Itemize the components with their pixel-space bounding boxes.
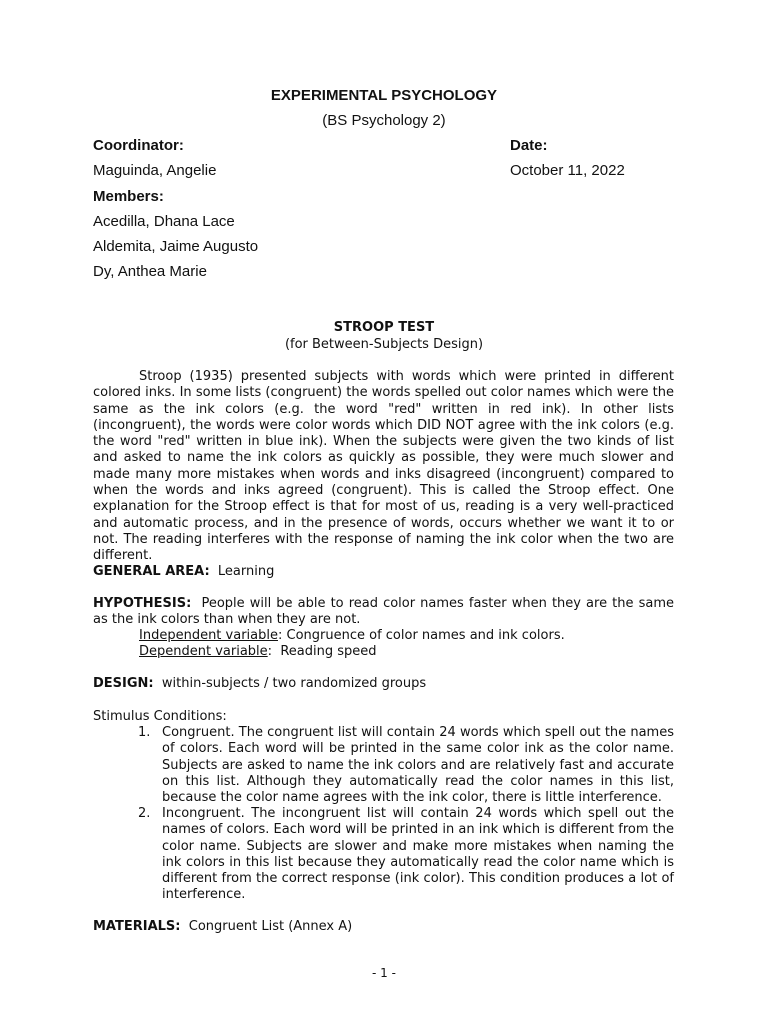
hypothesis-paragraph: HYPOTHESIS: People will be able to read color names faster when they are the same as the ink colors than when they are not. [93,596,674,628]
hypothesis-text: People will be able to read color names faster when they are the same as the ink colors than when they are not. [93,596,674,628]
section-title: STROOP TEST [333,320,435,335]
dv-value: Reading speed [280,644,377,659]
section-subtitle: (for Between-Subjects Design) [284,337,484,352]
list-text: Incongruent. The incongruent list will contain 24 words which spell out the names of colors. Each word will be printed in an ink which is different from the color name. Subjects are slower and make more mistakes when naming the ink colors in this list because they automatically read the color name which is different from the correct response (ink color). This condition produces a lot of interference. [162,806,674,903]
coordinator-name: Maguinda, Angelie [93,162,217,179]
document-title: EXPERIMENTAL PSYCHOLOGY [270,87,498,104]
coordinator-label: Coordinator: [93,137,184,154]
general-area-label: GENERAL AREA [93,564,205,579]
materials-label: MATERIALS [93,919,176,934]
list-number: 2. [138,806,151,821]
list-item [138,725,674,806]
materials-line: MATERIALS: Congruent List (Annex A) [93,919,353,934]
general-area-line: GENERAL AREA: Learning [93,564,275,579]
iv-label: Independent variable [139,628,278,643]
hypothesis-label: HYPOTHESIS [93,596,187,611]
design-label: DESIGN [93,676,149,691]
list-item [138,806,674,904]
document-subtitle: (BS Psychology 2) [322,112,446,129]
list-number: 1. [138,725,151,740]
intro-paragraph: Stroop (1935) presented subjects with words which were printed in different colored inks. In some lists (congruent) the words spelled out color names which were the same as the ink colors (e.g. the word "red" written in red ink). In other lists (incongruent), the words were color words which DID NOT agree with the ink colors (e.g. the word "red" written in blue ink). When the subjects were given the two kinds of list and asked to name the ink colors as quickly as possible, they were much slower and made many more mistakes when words and inks disagreed (incongruent) compared to when the words and inks agreed (congruent). This is called the Stroop effect. One explanation for the Stroop effect is that for most of us, reading is a very well-practiced and automatic process, and in the presence of words, occurs whether we want it to or not. The reading interferes with the response of naming the ink color when the two are different. [93,369,674,564]
member-name: Dy, Anthea Marie [93,263,207,280]
date-value: October 11, 2022 [510,162,625,179]
stimulus-heading: Stimulus Conditions: [93,709,227,724]
independent-variable-line: Independent variable: Congruence of color names and ink colors. [139,628,565,643]
list-text: Congruent. The congruent list will contain 24 words which spell out the names of colors. Each word will be printed in the same color ink as the color name. Subjects are asked to name the ink colors and are relatively fast and accurate on this list. Although they automatically read the color names in this list, because the color name agrees with the ink color, there is little interference. [162,725,674,806]
materials-value: Congruent List (Annex A) [188,919,353,934]
member-name: Aldemita, Jaime Augusto [93,238,259,255]
design-value: within-subjects / two randomized groups [161,676,427,691]
design-line: DESIGN: within-subjects / two randomized groups [93,676,427,691]
general-area-value: Learning [217,564,275,579]
dependent-variable-line: Dependent variable: Reading speed [139,644,377,659]
dv-label: Dependent variable [139,644,268,659]
date-label: Date: [510,137,548,154]
members-label: Members: [93,188,164,205]
member-name: Acedilla, Dhana Lace [93,213,235,230]
iv-value: Congruence of color names and ink colors. [286,628,565,643]
page-number: - 1 - [372,966,396,980]
